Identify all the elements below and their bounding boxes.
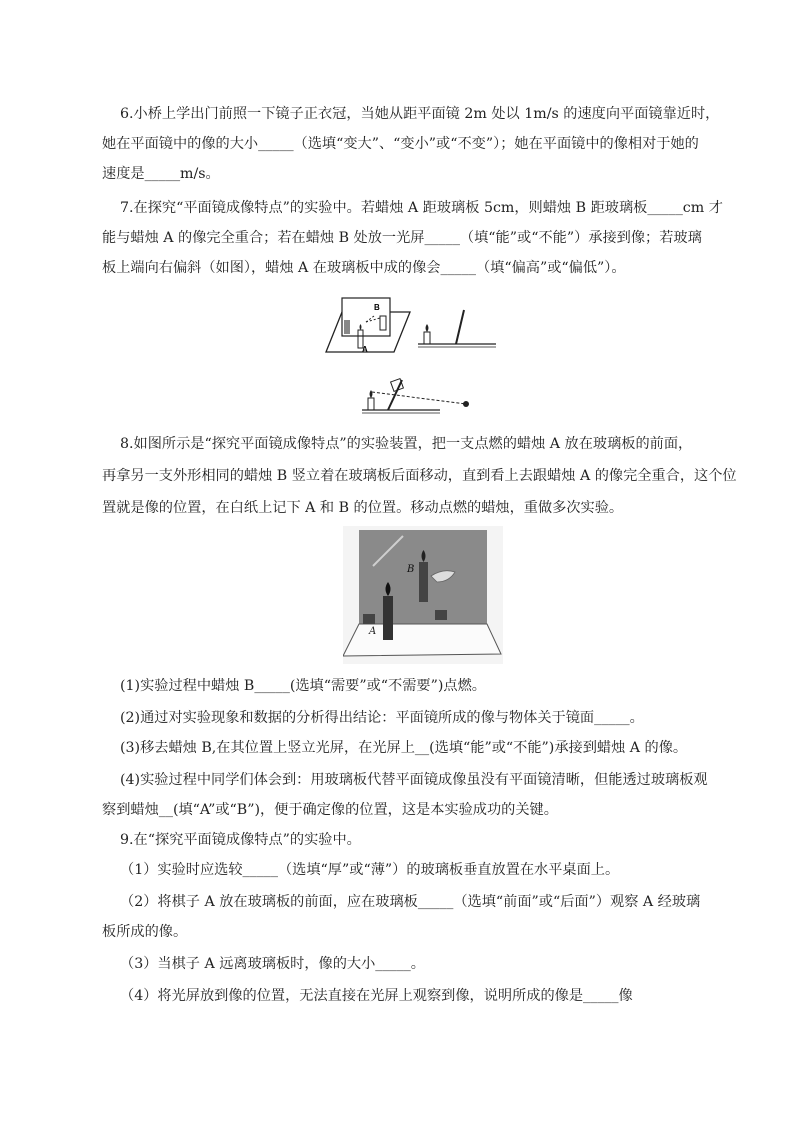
q8-line3: 置就是像的位置，在白纸上记下 A 和 B 的位置。移动点燃的蜡烛，重做多次实验。 [102, 500, 624, 516]
q7-line3: 板上端向右偏斜（如图），蜡烛 A 在玻璃板中成的像会_____（填“偏高”或“偏低”）。 [102, 260, 626, 276]
q6-line3: 速度是_____m/s。 [102, 166, 220, 182]
q8-experiment-photo [343, 526, 503, 664]
q9-sub4: （4）将光屏放到像的位置，无法直接在光屏上观察到像，说明所成的像是_____像 [120, 988, 633, 1004]
q8-sub3: (3)移去蜡烛 B,在其位置上竖立光屏，在光屏上__(选填“能”或“不能”)承接到蜡烛 A 的像。 [120, 740, 688, 756]
q7-figure-side-view [418, 306, 498, 352]
q8-line1: 8.如图所示是“探究平面镜成像特点”的实验装置，把一支点燃的蜡烛 A 放在玻璃板的前面， [120, 436, 693, 452]
q9-title: 9.在“探究平面镜成像特点”的实验中。 [120, 832, 361, 848]
q8-sub4a: (4)实验过程中同学们体会到：用玻璃板代替平面镜成像虽没有平面镜清晰，但能透过玻璃板观 [120, 772, 708, 788]
q9-sub2a: （2）将棋子 A 放在玻璃板的前面，应在玻璃板_____（选填“前面”或“后面”）观察 A 经玻璃 [120, 894, 701, 910]
q9-sub1: （1）实验时应选较_____（选填“厚”或“薄”）的玻璃板垂直放置在水平桌面上。 [120, 862, 620, 878]
q8-photo-label-a: A [369, 626, 377, 637]
q9-sub2b: 板所成的像。 [102, 924, 188, 940]
q8-photo-label-b: B [407, 564, 415, 575]
q7-fig-label-b: B [374, 303, 380, 312]
q6-line2: 她在平面镜中的像的大小_____（选填“变大”、“变小”或“不变”）；她在平面镜中的像相对于她的 [102, 136, 699, 152]
q7-line2: 能与蜡烛 A 的像完全重合；若在蜡烛 B 处放一光屏_____（填“能”或“不能”）承接到像；若玻璃 [102, 230, 702, 246]
q8-sub1: (1)实验过程中蜡烛 B_____(选填“需要”或“不需要”)点燃。 [120, 678, 486, 694]
q7-fig-label-a: A [362, 345, 368, 354]
q8-line2: 再拿另一支外形相同的蜡烛 B 竖立着在玻璃板后面移动，直到看上去跟蜡烛 A 的像完全重合，这个位 [102, 468, 737, 484]
q6-line1: 6.小桥上学出门前照一下镜子正衣冠，当她从距平面镜 2m 处以 1m/s 的速度向平面镜靠近时， [120, 106, 720, 122]
q8-sub4b: 察到蜡烛__(填“A”或“B”)，便于确定像的位置，这是本实验成功的关键。 [102, 802, 558, 818]
q9-sub3: （3）当棋子 A 远离玻璃板时，像的大小_____。 [120, 956, 425, 972]
q7-figure-tilted [362, 376, 472, 416]
q7-line1: 7.在探究“平面镜成像特点”的实验中。若蜡烛 A 距玻璃板 5cm，则蜡烛 B 距玻璃板_____cm 才 [120, 200, 723, 216]
q7-figure-perspective [322, 292, 414, 358]
q8-sub2: (2)通过对实验现象和数据的分析得出结论：平面镜所成的像与物体关于镜面_____。 [120, 710, 644, 726]
